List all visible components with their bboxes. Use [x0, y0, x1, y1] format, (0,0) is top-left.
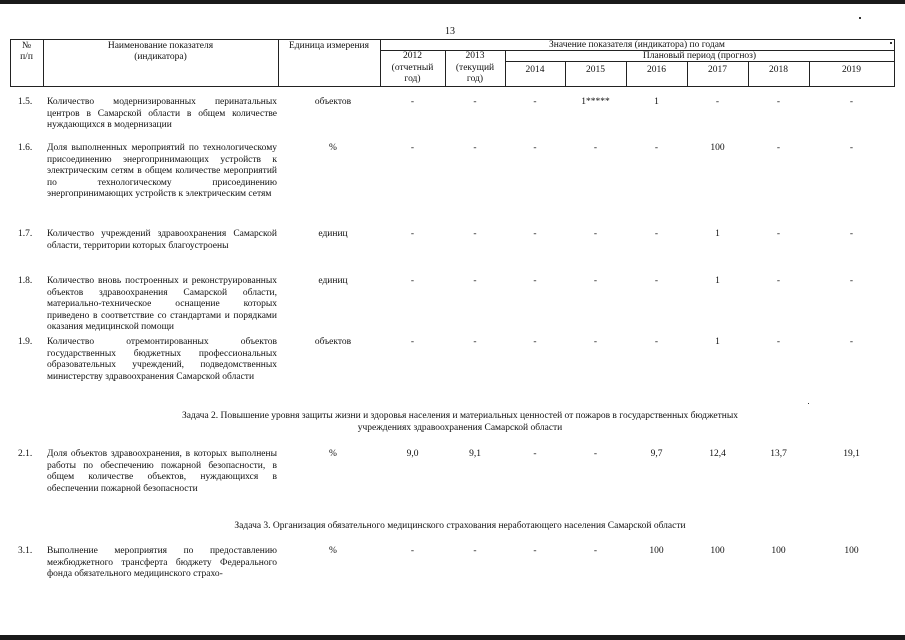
header-year-2017: 2017 — [708, 65, 727, 75]
value-cell-2015: 1***** — [581, 97, 610, 107]
bottom-scan-border — [0, 635, 905, 640]
header-year-2013-note: (текущий год) — [455, 63, 495, 84]
value-cell-2012: - — [410, 337, 415, 347]
unit-of-measure: единиц — [318, 276, 348, 286]
value-cell-2017: 100 — [710, 143, 725, 153]
value-cell-2019: 19,1 — [843, 449, 860, 459]
value-cell-2019: - — [849, 276, 854, 286]
value-cell-2014: - — [533, 337, 537, 347]
row-number: 1.8. — [18, 276, 33, 286]
value-cell-2013: - — [473, 97, 477, 107]
value-cell-2016: - — [654, 276, 659, 286]
value-cell-2013: - — [473, 546, 477, 556]
indicator-name: Доля объектов здравоохранения, в которых выполнены работы по обеспечению пожарной безопасности, в общем количестве объектов, нуждающихся в обеспечении пожарной безопасности — [47, 449, 277, 494]
value-cell-2017: 12,4 — [709, 449, 726, 459]
value-cell-2013: - — [473, 143, 477, 153]
value-cell-2017: 1 — [715, 229, 720, 239]
value-cell-2012: - — [410, 97, 415, 107]
value-cell-2014: - — [533, 143, 537, 153]
row-number: 1.9. — [18, 337, 33, 347]
unit-of-measure: % — [329, 546, 337, 556]
value-cell-2012: - — [410, 143, 415, 153]
header-year-2012: 2012 — [403, 51, 422, 61]
row-number: 1.6. — [18, 143, 33, 153]
header-year-2013: 2013 — [465, 51, 485, 61]
value-cell-2013: - — [473, 337, 477, 347]
value-cell-2015: - — [593, 546, 598, 556]
value-cell-2014: - — [533, 449, 537, 459]
scan-speck — [859, 17, 861, 19]
unit-of-measure: объектов — [314, 97, 352, 107]
header-year-2019: 2019 — [842, 65, 861, 75]
indicator-name: Количество отремонтированных объектов государственных бюджетных профессиональных образовательных учреждений, подведомственных министерству здравоохранения Самарской области — [47, 337, 277, 382]
value-cell-2015: - — [593, 276, 598, 286]
value-cell-2014: - — [533, 276, 537, 286]
value-cell-2018: - — [776, 97, 781, 107]
task-3-heading: Задача 3. Организация обязательного медицинского страхования неработающего населения Самарской области — [234, 521, 686, 531]
value-cell-2017: - — [715, 97, 720, 107]
row-number: 1.5. — [18, 97, 33, 107]
header-year-2012-note: (отчетный год) — [391, 63, 434, 84]
value-cell-2015: - — [593, 229, 598, 239]
value-cell-2014: - — [533, 546, 537, 556]
value-cell-2016: - — [654, 337, 659, 347]
header-year-2015: 2015 — [586, 65, 605, 75]
header-year-2016: 2016 — [647, 65, 666, 75]
scan-speck — [890, 42, 892, 44]
indicator-name: Количество учреждений здравоохранения Самарской области, территории которых благоустроены — [47, 229, 277, 251]
value-cell-2013: - — [473, 229, 477, 239]
value-cell-2017: 1 — [715, 337, 720, 347]
header-year-2018: 2018 — [769, 65, 788, 75]
value-cell-2019: - — [849, 229, 854, 239]
value-cell-2016: 9,7 — [650, 449, 663, 459]
value-cell-2017: 100 — [710, 546, 725, 556]
value-cell-2012: - — [410, 276, 415, 286]
value-cell-2018: - — [776, 276, 781, 286]
value-cell-2018: - — [776, 143, 781, 153]
unit-of-measure: % — [329, 449, 337, 459]
value-cell-2015: - — [593, 143, 598, 153]
indicator-name: Доля выполненных мероприятий по технологическому присоединению энергопринимающих устройств к электрическим сетям в общем количестве мероприятий по технологическому присоединению энергопринимающих устройств к электрическим сетям — [47, 143, 277, 199]
value-cell-2016: 1 — [654, 97, 659, 107]
unit-of-measure: % — [329, 143, 337, 153]
value-cell-2019: - — [849, 143, 854, 153]
top-scan-border — [0, 0, 905, 4]
value-cell-2014: - — [533, 97, 537, 107]
row-number: 1.7. — [18, 229, 33, 239]
value-cell-2018: 100 — [771, 546, 786, 556]
value-cell-2014: - — [533, 229, 537, 239]
unit-of-measure: объектов — [314, 337, 352, 347]
header-col-unit: Единица измерения — [289, 41, 369, 51]
header-col-num: № п/п — [20, 41, 33, 62]
value-cell-2013: 9,1 — [469, 449, 481, 459]
value-cell-2012: - — [410, 229, 415, 239]
scan-speck — [808, 403, 809, 404]
row-number: 2.1. — [18, 449, 33, 459]
page-number: 13 — [445, 26, 455, 37]
header-planned: Плановый период (прогноз) — [642, 51, 757, 61]
value-cell-2019: - — [849, 337, 854, 347]
task-2-heading: Задача 2. Повышение уровня защиты жизни и здоровья населения и материальных ценностей от пожаров в государственных бюджетных учреждениях здравоохранения Самарской области — [182, 411, 738, 433]
value-cell-2016: 100 — [649, 546, 664, 556]
indicator-name: Количество вновь построенных и реконструированных объектов здравоохранения Самарской области, материально-техническое оснащение которых приведено в соответствие со стандартами и порядками оказания медицинской помощи — [47, 276, 277, 332]
value-cell-2012: - — [410, 546, 415, 556]
value-cell-2017: 1 — [715, 276, 720, 286]
value-cell-2012: 9,0 — [406, 449, 419, 459]
header-col-values: Значение показателя (индикатора) по годам — [549, 40, 725, 50]
value-cell-2016: - — [654, 143, 659, 153]
value-cell-2018: - — [776, 229, 781, 239]
value-cell-2019: - — [849, 97, 854, 107]
indicator-name: Выполнение мероприятия по предоставлению межбюджетного трансферта бюджету Федерального фонда обязательного медицинского страхо- — [47, 546, 277, 579]
row-number: 3.1. — [18, 546, 33, 556]
value-cell-2019: 100 — [844, 546, 859, 556]
indicator-name: Количество модернизированных перинатальных центров в Самарской области в общем количестве нуждающихся в модернизации — [47, 97, 277, 130]
value-cell-2015: - — [593, 337, 598, 347]
header-col-name: Наименование показателя (индикатора) — [107, 41, 214, 62]
value-cell-2016: - — [654, 229, 659, 239]
value-cell-2018: - — [776, 337, 781, 347]
value-cell-2015: - — [593, 449, 598, 459]
unit-of-measure: единиц — [318, 229, 348, 239]
value-cell-2013: - — [473, 276, 477, 286]
header-year-2014: 2014 — [525, 65, 545, 75]
value-cell-2018: 13,7 — [770, 449, 787, 459]
